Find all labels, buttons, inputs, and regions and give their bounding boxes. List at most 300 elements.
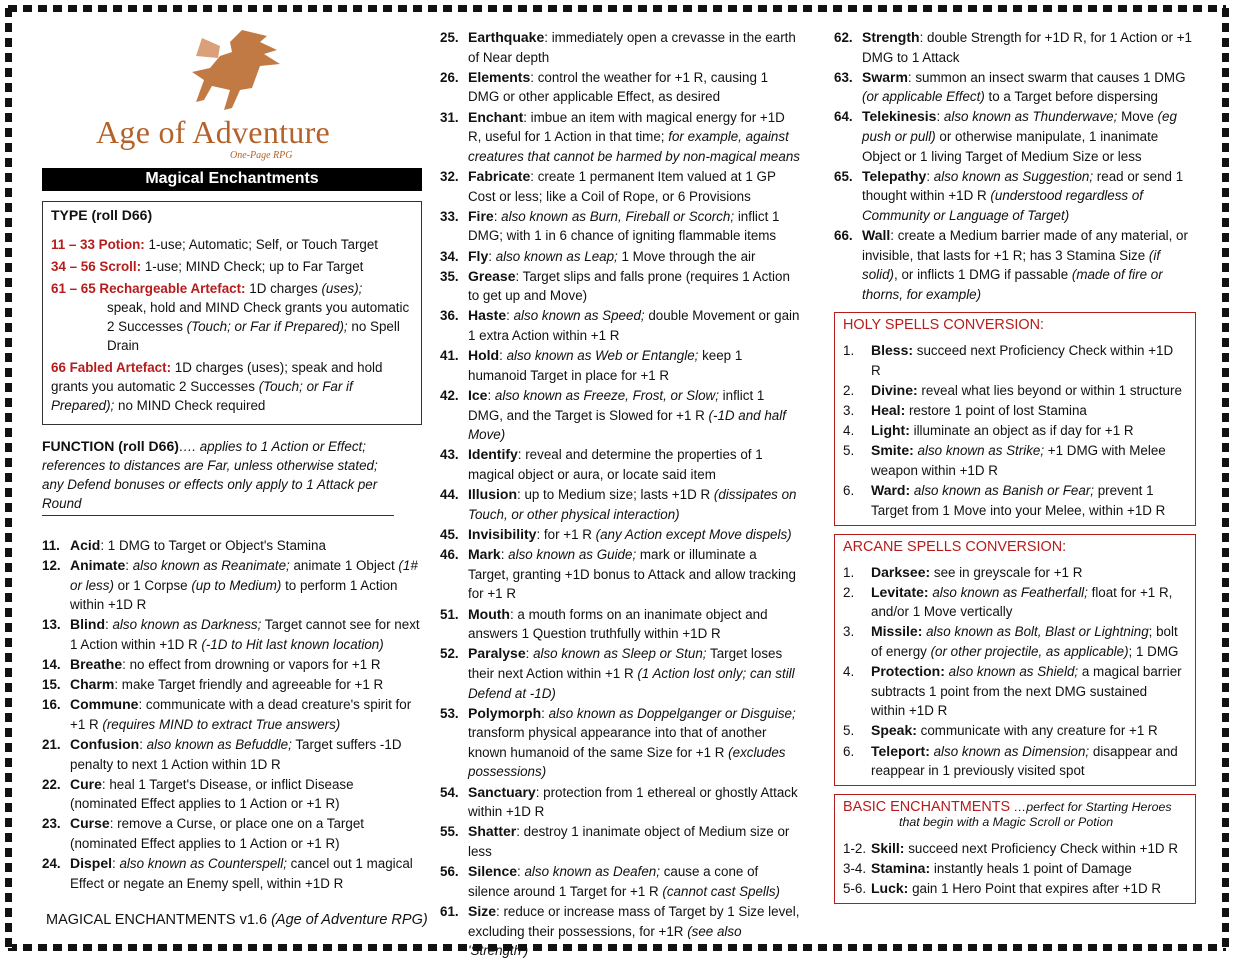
entry-number: 14. <box>42 657 61 673</box>
entry-body: inflict 1 DMG, and the Target is Slowed for +1 R <box>468 388 765 423</box>
entry-number: 24. <box>42 856 61 871</box>
list-item <box>42 735 422 774</box>
entry-italic: also known as Doppelganger or Disguise; <box>548 705 796 721</box>
entry-body: communicate with any creature for +1 R <box>916 723 1158 739</box>
function-list-1 <box>42 536 422 893</box>
entry-body: to perform 1 Action within +1D R <box>70 577 398 613</box>
entry-name: Grease <box>468 267 516 284</box>
entry-text <box>70 814 422 853</box>
entry-text <box>871 441 1185 480</box>
entry-number: 35. <box>440 268 459 284</box>
list-item <box>843 563 1185 583</box>
entry-name: Skill: <box>871 840 905 857</box>
entry-name: Paralyse <box>468 645 526 662</box>
basic-enchantments-box <box>834 794 1196 904</box>
entry-text <box>871 879 1185 899</box>
entry-italic: also known as Counterspell; <box>119 856 287 871</box>
entry-body: transform physical appearance into that of another known humanoid of the same Size for +1 R <box>468 725 767 760</box>
list-item <box>834 28 1196 67</box>
entry-name: Darksee: <box>871 563 931 580</box>
entry-text <box>468 108 800 167</box>
entry-text <box>862 226 1196 304</box>
entry-number: 64. <box>834 109 853 125</box>
entry-name: Fire <box>468 207 494 224</box>
entry-name: Identify <box>468 446 518 463</box>
entry-text <box>468 704 800 782</box>
type-entry <box>51 235 413 254</box>
entry-body: reveal what lies beyond or within 1 structure <box>917 383 1182 398</box>
entry-text <box>871 662 1185 721</box>
arcane-spells-box <box>834 534 1196 787</box>
entry-body: : create a Medium barrier made of any material, or invisible, that lasts for +1 R; has 3 Stamina Size <box>862 227 1188 263</box>
entry-body: Target loses their next Action within +1 R <box>468 646 783 681</box>
list-item <box>42 556 422 615</box>
entry-body: Target cannot see for next 1 Action within +1D R <box>70 617 420 652</box>
entry-text <box>70 854 422 893</box>
list-item <box>42 854 422 893</box>
entry-italic: also known as Deafen; <box>524 864 660 880</box>
list-item <box>42 814 422 853</box>
entry-name: Animate <box>70 557 126 574</box>
entry-number: 53. <box>440 705 459 721</box>
entry-italic: also known as Darkness; <box>112 617 262 633</box>
entry-name: Telekinesis <box>862 108 937 125</box>
entry-text <box>70 695 422 734</box>
list-item <box>843 662 1185 721</box>
list-item <box>440 108 800 167</box>
list-item <box>843 859 1185 879</box>
entry-body: keep 1 humanoid Target in place for +1 R <box>468 348 743 383</box>
list-item <box>42 536 422 556</box>
entry-italic: also known as Thunderwave; <box>943 109 1118 125</box>
page-title: Magical Enchantments <box>42 168 422 191</box>
type-text: 1D charges (uses); speak and hold grants you automatic 2 Successes <box>51 360 383 394</box>
entry-number: 46. <box>440 547 459 563</box>
entry-number: 6. <box>843 482 855 498</box>
entry-number: 6. <box>843 743 855 759</box>
entry-body: ; bolt of energy <box>871 624 1178 660</box>
entry-italic: (if solid) <box>862 247 1161 283</box>
entry-name: Speak: <box>871 722 917 739</box>
logo-title: Age of Adventure <box>96 114 331 150</box>
list-item <box>843 481 1185 520</box>
type-text: 1D charges <box>249 281 318 296</box>
entry-italic: also known as Strike; <box>917 443 1045 459</box>
entry-name: Haste <box>468 307 507 324</box>
entry-text <box>871 839 1185 859</box>
entry-body: : <box>499 348 507 364</box>
list-item <box>440 445 800 484</box>
entry-number: 51. <box>440 606 459 622</box>
entry-italic: for example, against creatures that cannot be harmed by non-magical means <box>468 129 800 164</box>
entry-name: Polymorph <box>468 704 542 721</box>
entry-text <box>468 545 800 604</box>
entry-body: instantly heals 1 point of Damage <box>930 861 1132 877</box>
entry-italic: also known as Befuddle; <box>146 736 292 752</box>
entry-text <box>871 583 1185 622</box>
entry-name: Teleport: <box>871 742 930 759</box>
entry-number: 43. <box>440 447 459 463</box>
entry-text <box>468 445 800 484</box>
entry-number: 52. <box>440 646 459 662</box>
entry-number: 1. <box>843 564 855 580</box>
entry-text <box>871 742 1185 781</box>
entry-number: 62. <box>834 30 853 45</box>
basic-heading <box>843 799 1185 815</box>
entry-number: 1. <box>843 343 855 359</box>
entry-text <box>468 306 800 345</box>
type-italic: (Touch; or Far if Prepared); <box>51 379 353 413</box>
entry-name: Light: <box>871 422 910 439</box>
list-item <box>440 167 800 206</box>
entry-number: 26. <box>440 69 459 85</box>
entry-body: see in greyscale for +1 R <box>930 564 1083 580</box>
entry-italic: (dissipates on Touch, or other physical interaction) <box>468 487 797 522</box>
list-item <box>440 545 800 604</box>
holy-title: HOLY SPELLS CONVERSION: <box>843 317 1045 334</box>
entry-body: cancel out 1 magical Effect or negate an Enemy spell, within +1D R <box>70 856 413 891</box>
function-list-2 <box>440 28 800 961</box>
footer-italic: (Age of Adventure RPG) <box>271 912 428 928</box>
list-item <box>843 341 1185 380</box>
entry-number: 3-4. <box>843 861 867 877</box>
entry-italic: also known as Speed; <box>513 308 645 324</box>
entry-body: : imbue an item with magical energy for +1D R, useful for 1 Action in that time; <box>468 109 785 145</box>
entry-number: 3. <box>843 403 855 419</box>
entry-italic: (requires MIND to extract True answers) <box>102 716 341 732</box>
list-item <box>843 742 1185 781</box>
entry-number: 41. <box>440 348 459 364</box>
entry-italic: also known as Shield; <box>948 664 1079 680</box>
basic-list <box>843 839 1185 899</box>
entry-body: illuminate an object as if day for +1 R <box>909 423 1134 439</box>
entry-body: : <box>541 705 549 721</box>
entry-italic: (excludes possessions) <box>468 744 786 780</box>
footer <box>46 912 428 928</box>
entry-body: : <box>517 864 525 880</box>
entry-body: : <box>493 208 502 224</box>
entry-text <box>871 381 1185 401</box>
entry-body: : make Target friendly and agreeable for +1 R <box>114 677 384 693</box>
entry-name: Luck: <box>871 880 909 897</box>
entry-italic: also known as Featherfall; <box>932 584 1088 600</box>
type-label: 61 – 65 Rechargeable Artefact: <box>51 281 246 296</box>
entry-name: Stamina: <box>871 860 931 877</box>
list-item <box>440 605 800 644</box>
list-item <box>42 695 422 734</box>
entry-text <box>871 563 1185 583</box>
entry-body: animate 1 Object <box>289 558 399 574</box>
entry-italic: (1# or less) <box>70 558 418 593</box>
entry-body: : <box>506 308 514 324</box>
entry-number: 42. <box>440 388 459 404</box>
entry-name: Illusion <box>468 486 517 503</box>
entry-text <box>468 247 800 267</box>
entry-text <box>871 401 1185 421</box>
entry-number: 4. <box>843 664 855 680</box>
entry-name: Mark <box>468 546 501 563</box>
entry-italic: also known as Banish or Fear; <box>913 482 1095 498</box>
entry-body: : reduce or increase mass of Target by 1 Size level, excluding their possessions, for +1R <box>468 904 800 939</box>
entry-body: Move <box>1117 109 1158 125</box>
arcane-title: ARCANE SPELLS CONVERSION: <box>843 538 1067 555</box>
list-item <box>440 68 800 107</box>
entry-body: : <box>926 168 934 184</box>
entry-number: 15. <box>42 677 61 693</box>
entry-text <box>70 655 422 675</box>
list-item <box>834 167 1196 226</box>
list-item <box>440 28 800 67</box>
entry-text <box>468 902 800 961</box>
entry-italic: (-1D to Hit last known location) <box>201 636 384 652</box>
list-item <box>440 207 800 246</box>
entry-body: to a Target before dispersing <box>984 89 1159 105</box>
entry-name: Bless: <box>871 342 914 359</box>
entry-body: : heal 1 Target's Disease, or inflict Disease (nominated Effect applies to 1 Action or +1 R) <box>70 776 354 812</box>
entry-body: : no effect from drowning or vapors for +1 R <box>122 657 381 673</box>
column-2 <box>440 28 800 961</box>
entry-text <box>468 207 800 246</box>
list-item <box>843 721 1185 741</box>
entry-italic: (understood regardless of Community or Language of Target) <box>862 188 1143 223</box>
list-item <box>843 381 1185 401</box>
entry-text <box>468 28 800 67</box>
footer-text: MAGICAL ENCHANTMENTS v1.6 <box>46 912 268 928</box>
entry-body: : 1 DMG to Target or Object's Stamina <box>100 538 326 553</box>
entry-name: Ward: <box>871 481 911 498</box>
entry-name: Smite: <box>871 442 914 459</box>
entry-italic: (up to Medium) <box>191 577 282 593</box>
entry-body: : immediately open a crevasse in the earth of Near depth <box>468 30 796 65</box>
entry-italic: also known as Dimension; <box>933 743 1090 759</box>
entry-body: : communicate with a dead creature's spirit for +1 R <box>70 697 412 732</box>
entry-italic: (cannot cast Spells) <box>662 883 780 899</box>
entry-name: Wall <box>862 226 891 243</box>
entry-body: : a mouth forms on an inanimate object and answers 1 Question truthfully within +1D R <box>468 606 768 642</box>
entry-name: Acid <box>70 537 101 553</box>
entry-body: : destroy 1 inanimate object of Medium size or less <box>468 824 790 860</box>
entry-number: 33. <box>440 208 459 224</box>
list-item <box>440 862 800 901</box>
type-label: 66 Fabled Artefact: <box>51 360 172 375</box>
entry-name: Shatter <box>468 823 517 840</box>
entry-body: , or inflicts 1 DMG if passable <box>894 267 1072 283</box>
entry-text <box>70 615 422 654</box>
list-item <box>440 306 800 345</box>
entry-text <box>70 775 422 814</box>
entry-body: read or send 1 thought within +1D R <box>862 168 1184 204</box>
entry-text <box>70 536 422 556</box>
entry-number: 16. <box>42 697 61 713</box>
entry-body: Target suffers -1D penalty to next 1 Action within 1D R <box>70 736 402 772</box>
list-item <box>843 421 1185 441</box>
list-item <box>440 644 800 703</box>
list-item <box>440 902 800 961</box>
entry-italic: also known as Leap; <box>495 248 618 264</box>
entry-text <box>871 721 1185 741</box>
entry-body: : <box>112 856 120 871</box>
entry-body: : double Strength for +1D R, for 1 Action or +1 DMG to 1 Attack <box>862 30 1192 65</box>
type-entry <box>51 257 413 276</box>
entry-name: Breathe <box>70 656 123 673</box>
entry-name: Invisibility <box>468 525 537 542</box>
entry-name: Curse <box>70 815 110 832</box>
entry-body: ; 1 DMG <box>1128 644 1179 660</box>
entry-body: : <box>105 617 113 633</box>
entry-body: : reveal and determine the properties of 1 magical object or aura, or locate said item <box>468 447 763 482</box>
list-item <box>440 822 800 861</box>
entry-name: Missile: <box>871 623 923 640</box>
list-item <box>440 346 800 385</box>
entry-name: Heal: <box>871 402 906 419</box>
entry-italic: also known as Reanimate; <box>132 558 290 574</box>
type-box-title: TYPE (roll D66) <box>51 207 153 223</box>
entry-text <box>468 267 800 306</box>
entry-body: double Movement or gain 1 extra Action within +1 R <box>468 308 800 344</box>
entry-number: 31. <box>440 109 459 125</box>
entry-text <box>862 107 1196 166</box>
entry-number: 55. <box>440 824 459 840</box>
entry-name: Confusion <box>70 735 140 752</box>
entry-body: 1 Move through the air <box>617 248 756 264</box>
type-entry <box>51 358 413 415</box>
entry-body: restore 1 point of lost Stamina <box>905 403 1087 419</box>
entry-number: 56. <box>440 864 459 880</box>
entry-italic: also known as Freeze, Frost, or Slow; <box>494 388 719 404</box>
list-item <box>843 839 1185 859</box>
entry-text <box>468 525 800 545</box>
entry-body: : create 1 permanent Item valued at 1 GP Cost or less; like a Coil of Rope, or 6 Provisions <box>468 168 776 204</box>
entry-name: Size <box>468 903 497 919</box>
entry-number: 25. <box>440 30 459 45</box>
list-item <box>42 675 422 695</box>
type-text: 1-use; MIND Check; up to Far Target <box>144 259 364 274</box>
entry-number: 4. <box>843 423 855 439</box>
entry-number: 2. <box>843 584 855 600</box>
entry-text <box>862 28 1196 67</box>
entry-name: Commune <box>70 696 139 713</box>
entry-name: Protection: <box>871 663 945 680</box>
entry-body: prevent 1 Target from 1 Move into your Melee, within +1D R <box>871 482 1166 518</box>
entry-body: +1 DMG with Melee weapon within +1D R <box>871 443 1166 478</box>
entry-italic: also known as Sleep or Stun; <box>533 646 707 662</box>
entry-number: 54. <box>440 784 459 800</box>
list-item <box>843 879 1185 899</box>
entry-body: : protection from 1 ethereal or ghostly Attack within +1D R <box>468 784 798 820</box>
entry-body: : <box>139 736 147 752</box>
entry-text <box>871 622 1185 661</box>
entry-number: 65. <box>834 168 853 184</box>
entry-body: : Target slips and falls prone (requires 1 Action to get up and Move) <box>468 268 790 304</box>
list-item <box>440 704 800 782</box>
entry-text <box>871 481 1185 520</box>
dragon-icon <box>92 28 372 128</box>
list-item <box>834 68 1196 107</box>
list-item <box>440 267 800 306</box>
entry-italic: also known as Burn, Fireball or Scorch; <box>501 208 735 224</box>
list-item <box>440 247 800 267</box>
entry-number: 1-2. <box>843 841 867 857</box>
entry-text <box>468 644 800 703</box>
entry-name: Strength <box>862 29 920 45</box>
entry-text <box>862 68 1196 107</box>
page-border-right <box>1222 8 1229 948</box>
entry-body: : <box>525 646 534 662</box>
type-italic: (uses); <box>321 281 363 296</box>
entry-name: Blind <box>70 616 105 633</box>
entry-number: 34. <box>440 248 459 264</box>
list-item <box>843 441 1185 480</box>
holy-list <box>843 341 1185 520</box>
entry-number: 32. <box>440 168 459 184</box>
entry-body: inflict 1 DMG; with 1 in 6 chance of igniting flammable items <box>468 208 780 244</box>
entry-italic: (or other projectile, as applicable) <box>930 644 1129 660</box>
function-note: …. applies to 1 Action or Effect; references to distances are Far, unless otherwise stated; any Defend bonuses or effects only apply to 1 Attack per Round <box>42 439 378 511</box>
entry-text <box>468 346 800 385</box>
entry-text <box>871 421 1185 441</box>
entry-text <box>70 675 422 695</box>
list-item <box>42 775 422 814</box>
entry-number: 63. <box>834 69 853 85</box>
type-label: 34 – 56 Scroll: <box>51 259 142 274</box>
entry-text <box>70 735 422 774</box>
entry-number: 13. <box>42 617 61 633</box>
entry-number: 45. <box>440 526 459 542</box>
entry-body: : control the weather for +1 R, causing 1 DMG or other applicable Effect, as desired <box>468 69 769 105</box>
function-title: FUNCTION (roll D66) <box>42 438 179 454</box>
entry-number: 11. <box>42 538 60 553</box>
arcane-list <box>843 563 1185 781</box>
entry-number: 21. <box>42 736 61 752</box>
column-1 <box>42 28 422 894</box>
entry-number: 61. <box>440 904 459 919</box>
holy-spells-box <box>834 312 1196 525</box>
list-item <box>42 655 422 675</box>
entry-text <box>871 341 1185 380</box>
type-box <box>42 201 422 425</box>
entry-body: : for +1 R <box>536 526 596 542</box>
column-3 <box>834 28 1196 904</box>
entry-body: : <box>488 248 496 264</box>
type-entry <box>51 279 413 355</box>
entry-number: 3. <box>843 624 855 640</box>
entry-number: 2. <box>843 383 855 398</box>
entry-number: 12. <box>42 558 61 574</box>
entry-body: : <box>500 547 509 563</box>
entry-body: succeed next Proficiency Check within +1D R <box>871 343 1174 378</box>
entry-text <box>468 822 800 861</box>
type-italic: (Touch; or Far if Prepared); <box>186 319 348 334</box>
entry-number: 66. <box>834 227 853 243</box>
entry-number: 5-6. <box>843 881 867 897</box>
entry-body: or 1 Corpse <box>113 577 192 593</box>
type-text: no Spell Drain <box>107 319 400 353</box>
entry-italic: (-1D and half Move) <box>468 407 786 443</box>
entry-number: 44. <box>440 487 459 503</box>
entry-body: mark or illuminate a Target, granting +1D bonus to Attack and allow tracking for +1 R <box>468 547 796 602</box>
entry-italic: (eg push or pull) <box>862 109 1177 144</box>
entry-text <box>70 556 422 615</box>
entry-name: Mouth <box>468 605 510 622</box>
page-border-top <box>8 5 1226 12</box>
entry-text <box>468 68 800 107</box>
entry-body: : up to Medium size; lasts +1D R <box>517 487 714 503</box>
logo-subtitle: One-Page RPG <box>230 150 293 161</box>
type-text: 1-use; Automatic; Self, or Touch Target <box>148 237 379 252</box>
list-item <box>843 401 1185 421</box>
entry-body: : summon an insect swarm that causes 1 DMG <box>907 69 1186 85</box>
entry-number: 22. <box>42 776 61 792</box>
